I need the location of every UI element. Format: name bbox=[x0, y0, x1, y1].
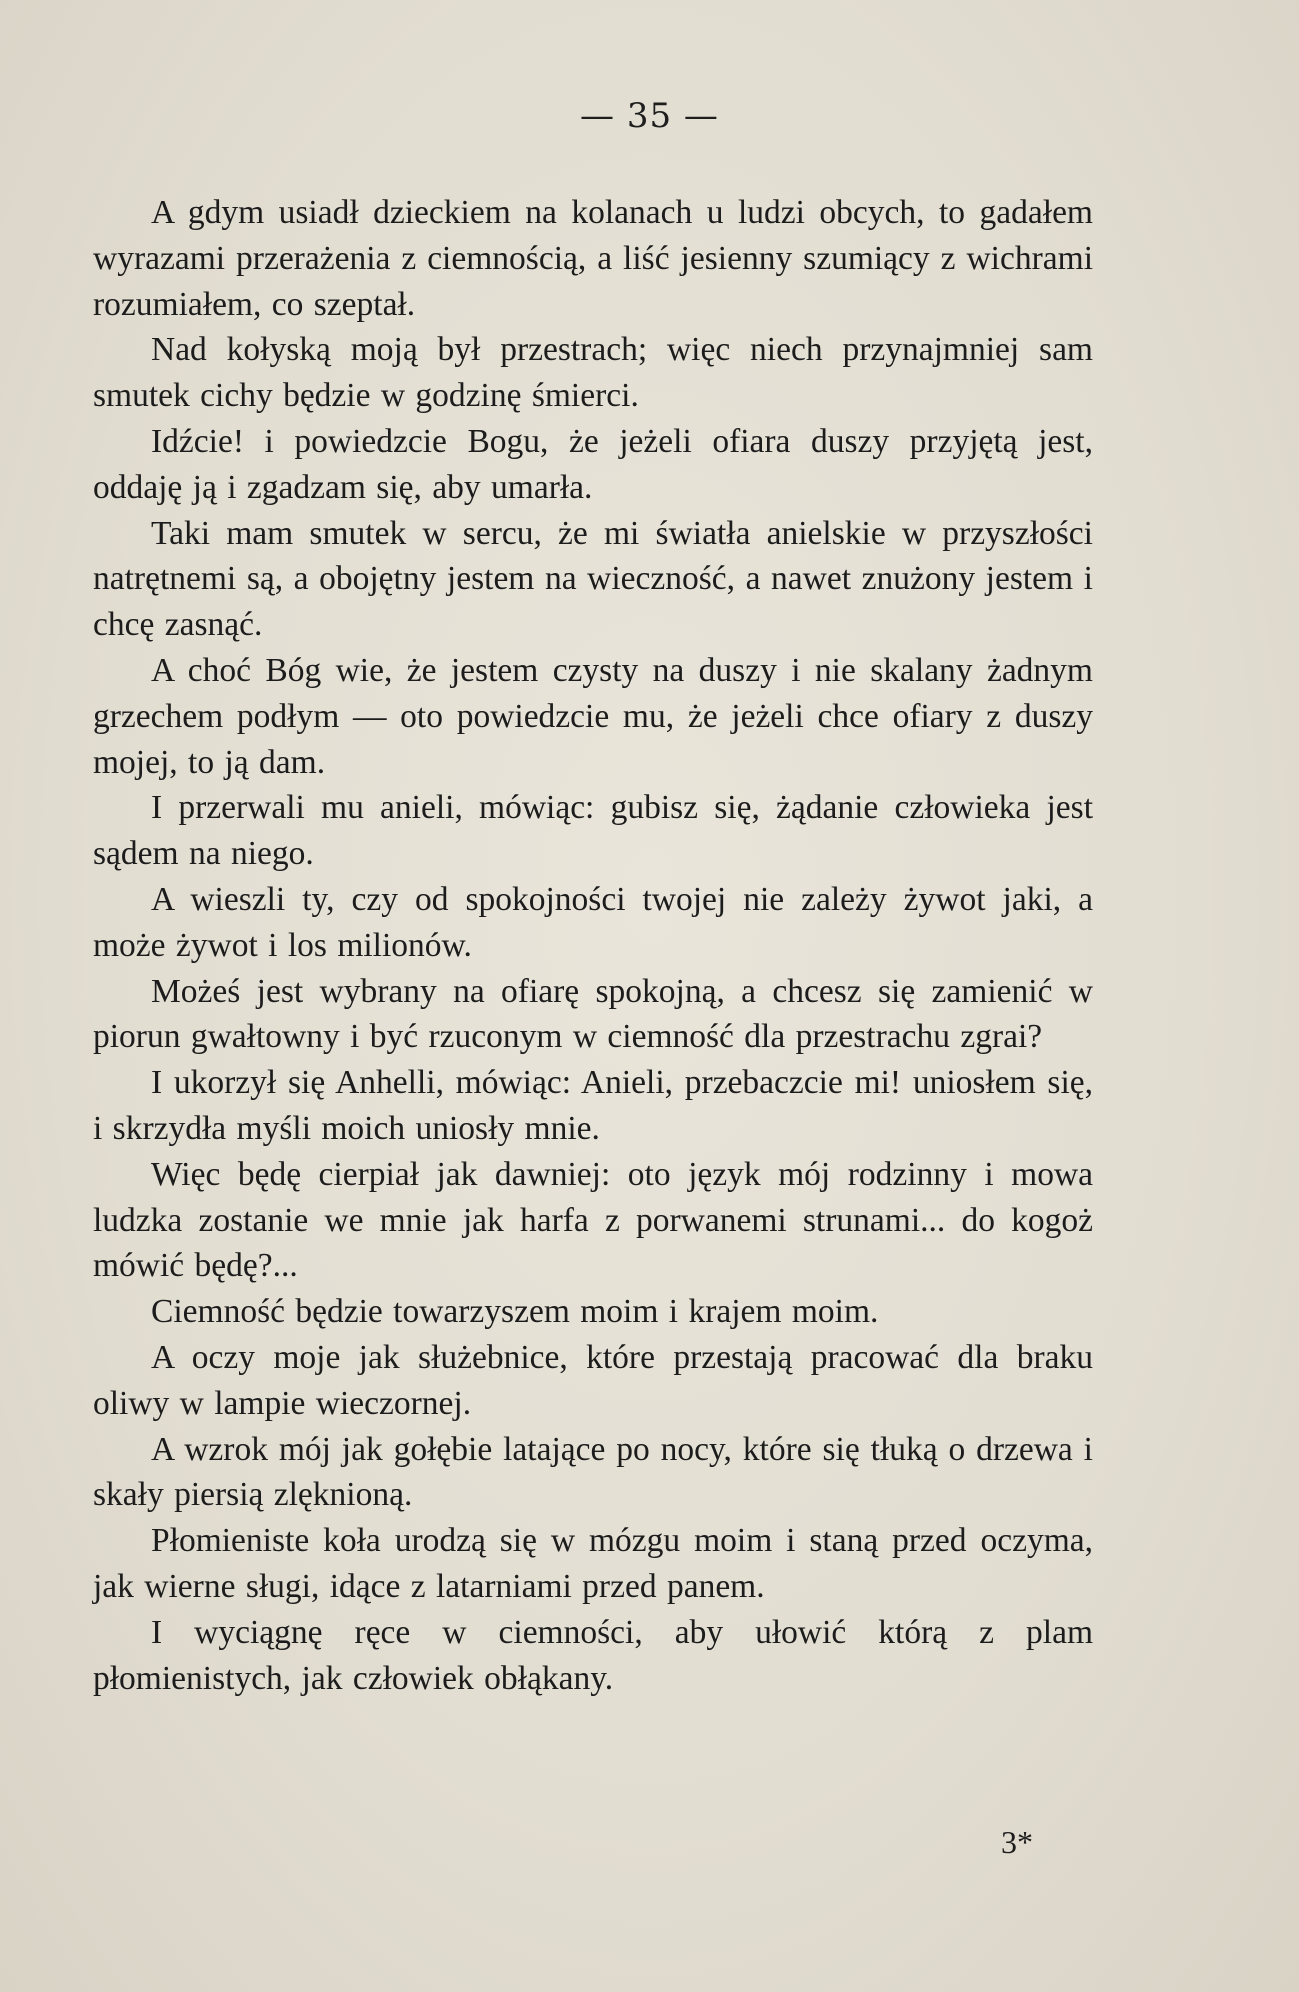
paragraph: Możeś jest wybrany na ofiarę spokojną, a chcesz się zamienić w piorun gwałtowny i być rzuconym w ciemność dla przestrachu zgrai? bbox=[93, 972, 1093, 1056]
paragraph: Idźcie! i powiedzcie Bogu, że jeżeli ofiara duszy przyjętą jest, oddaję ją i zgadzam się, aby umarła. bbox=[93, 422, 1093, 506]
paragraph: I ukorzył się Anhelli, mówiąc: Anieli, przebaczcie mi! uniosłem się, i skrzydła myśli moich uniosły mnie. bbox=[93, 1064, 1093, 1147]
paragraph: I wyciągnę ręce w ciemności, aby ułowić którą z plam płomienistych, jak człowiek obłąkany. bbox=[93, 1613, 1093, 1697]
page-number: — 35 — bbox=[580, 96, 719, 136]
paragraph: A gdym usiadł dzieckiem na kolanach u ludzi obcych, to gadałem wyrazami przerażenia z ciemnością, a liść jesienny szumiący z wichrami rozumiałem, co szeptał. bbox=[93, 194, 1093, 323]
paragraph: Ciemność będzie towarzyszem moim i krajem moim. bbox=[151, 1293, 879, 1331]
paragraph: A choć Bóg wie, że jestem czysty na duszy i nie skalany żadnym grzechem podłym — oto powiedzcie mu, że jeżeli chce ofiary z duszy mojej, to ją dam. bbox=[93, 651, 1093, 781]
body-text bbox=[93, 190, 1093, 1701]
paragraph: I przerwali mu anieli, mówiąc: gubisz się, żądanie człowieka jest sądem na niego. bbox=[93, 789, 1093, 873]
paragraph: Taki mam smutek w sercu, że mi światła anielskie w przyszłości natrętnemi są, a obojętny jestem na wieczność, a nawet znużony jestem i chcę zasnąć. bbox=[93, 514, 1093, 644]
paragraph: Płomieniste koła urodzą się w mózgu moim i staną przed oczyma, jak wierne sługi, idące z latarniami przed panem. bbox=[93, 1522, 1093, 1605]
paragraph: A wzrok mój jak gołębie latające po nocy, które się tłuką o drzewa i skały piersią zlęknioną. bbox=[93, 1430, 1093, 1514]
printer-signature-mark: 3* bbox=[1001, 1824, 1033, 1860]
paragraph: A oczy moje jak służebnice, które przestają pracować dla braku oliwy w lampie wieczornej. bbox=[93, 1338, 1093, 1422]
paragraph: Nad kołyską moją był przestrach; więc niech przynajmniej sam smutek cichy będzie w godzinę śmierci. bbox=[93, 331, 1093, 415]
paragraph: A wieszli ty, czy od spokojności twojej nie zależy żywot jaki, a może żywot i los milionów. bbox=[93, 880, 1093, 964]
paragraph: Więc będę cierpiał jak dawniej: oto język mój rodzinny i mowa ludzka zostanie we mnie jak harfa z porwanemi strunami... do kogoż mówić będę?... bbox=[93, 1155, 1093, 1285]
